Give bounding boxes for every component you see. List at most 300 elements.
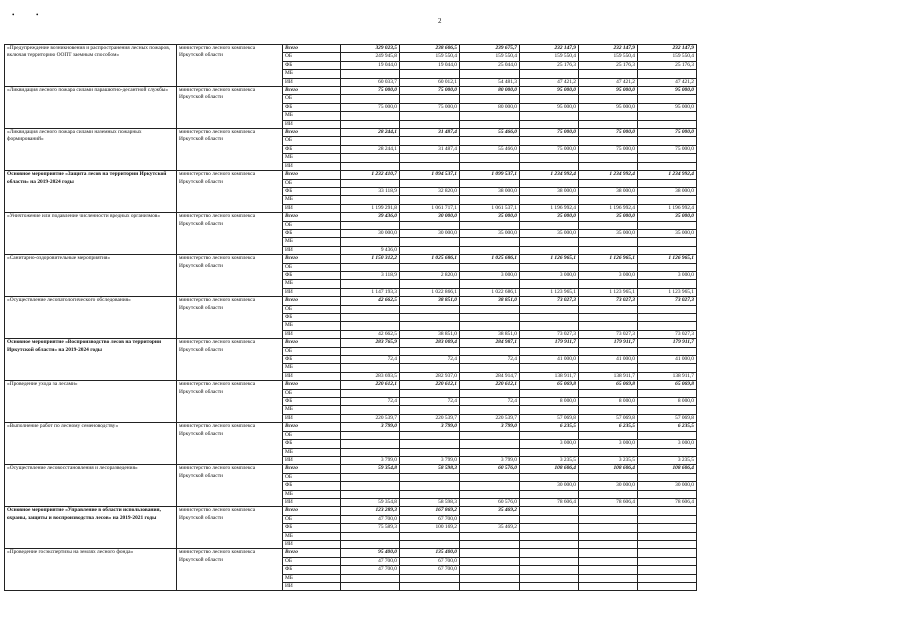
amount-cell xyxy=(520,473,579,481)
amount-cell xyxy=(638,583,697,591)
amount-cell xyxy=(341,196,400,204)
amount-cell: 138 911,7 xyxy=(638,372,697,380)
amount-cell xyxy=(579,406,638,414)
responsible-org: министерство лесного комплекса Иркутской области xyxy=(177,381,283,423)
amount-cell xyxy=(400,440,460,448)
amount-cell: 35 000,0 xyxy=(460,229,520,237)
top-mark-right: • xyxy=(36,11,39,19)
amount-cell: 1 196 992,4 xyxy=(638,204,697,212)
amount-cell: 138 911,7 xyxy=(520,372,579,380)
funding-source: МБ xyxy=(283,364,341,372)
funding-source: ОБ xyxy=(283,473,341,481)
funding-source: ФБ xyxy=(283,61,341,69)
amount-cell xyxy=(460,473,520,481)
funding-source: ОБ xyxy=(283,53,341,61)
amount-cell xyxy=(460,515,520,523)
amount-cell: 3 799,0 xyxy=(400,423,460,431)
amount-cell xyxy=(460,221,520,229)
amount-cell xyxy=(341,532,400,540)
amount-cell xyxy=(460,95,520,103)
amount-cell: 6 235,5 xyxy=(520,423,579,431)
amount-cell xyxy=(400,221,460,229)
amount-cell: 283 765,9 xyxy=(341,339,400,347)
amount-cell xyxy=(341,490,400,498)
amount-cell xyxy=(638,347,697,355)
table-row xyxy=(5,129,697,137)
amount-cell xyxy=(460,162,520,170)
table-row xyxy=(5,87,697,95)
funding-source: Всего xyxy=(283,87,341,95)
amount-cell: 95 000,0 xyxy=(579,103,638,111)
amount-cell xyxy=(520,406,579,414)
amount-cell xyxy=(341,120,400,128)
amount-cell xyxy=(579,112,638,120)
amount-cell xyxy=(400,322,460,330)
amount-cell xyxy=(341,162,400,170)
amount-cell: 8 000,0 xyxy=(520,398,579,406)
amount-cell: 238 606,5 xyxy=(400,45,460,53)
amount-cell: 179 911,7 xyxy=(579,339,638,347)
amount-cell xyxy=(579,557,638,565)
amount-cell xyxy=(460,120,520,128)
amount-cell xyxy=(638,305,697,313)
responsible-org: министерство лесного комплекса Иркутской области xyxy=(177,297,283,339)
amount-cell xyxy=(638,574,697,582)
amount-cell xyxy=(579,347,638,355)
amount-cell xyxy=(579,179,638,187)
amount-cell: 59 354,8 xyxy=(341,465,400,473)
table-row xyxy=(5,381,697,389)
amount-cell: 25 044,0 xyxy=(460,61,520,69)
amount-cell: 35 000,0 xyxy=(579,213,638,221)
funding-source: Всего xyxy=(283,213,341,221)
amount-cell: 42 662,5 xyxy=(341,297,400,305)
funding-source: ОБ xyxy=(283,305,341,313)
activity-name: «Осуществление лесовосстановления и лесоразведения» xyxy=(5,465,177,507)
amount-cell: 1 099 537,1 xyxy=(460,171,520,179)
amount-cell xyxy=(341,431,400,439)
amount-cell: 60 012,1 xyxy=(400,78,460,86)
amount-cell xyxy=(460,280,520,288)
amount-cell xyxy=(579,120,638,128)
amount-cell xyxy=(638,196,697,204)
amount-cell xyxy=(579,583,638,591)
amount-cell: 35 000,0 xyxy=(579,229,638,237)
responsible-org: министерство лесного комплекса Иркутской области xyxy=(177,339,283,381)
funding-source: МБ xyxy=(283,322,341,330)
funding-source: ОБ xyxy=(283,263,341,271)
amount-cell: 72,4 xyxy=(460,356,520,364)
funding-source: МБ xyxy=(283,532,341,540)
amount-cell xyxy=(638,263,697,271)
amount-cell: 30 000,0 xyxy=(520,482,579,490)
funding-source: МБ xyxy=(283,112,341,120)
funding-source: Всего xyxy=(283,171,341,179)
amount-cell: 25 176,3 xyxy=(638,61,697,69)
amount-cell xyxy=(579,95,638,103)
funding-source: ФБ xyxy=(283,314,341,322)
amount-cell: 60 576,0 xyxy=(460,465,520,473)
amount-cell xyxy=(638,95,697,103)
amount-cell: 8 000,0 xyxy=(638,398,697,406)
funding-source: ОБ xyxy=(283,557,341,565)
amount-cell: 72,4 xyxy=(400,398,460,406)
amount-cell xyxy=(638,314,697,322)
funding-source: ФБ xyxy=(283,356,341,364)
amount-cell: 282 937,0 xyxy=(400,372,460,380)
funding-source: ИИ xyxy=(283,414,341,422)
amount-cell xyxy=(460,482,520,490)
amount-cell xyxy=(579,540,638,548)
amount-cell xyxy=(579,574,638,582)
amount-cell: 95 000,0 xyxy=(520,103,579,111)
amount-cell: 73 027,3 xyxy=(520,297,579,305)
amount-cell: 65 069,8 xyxy=(638,381,697,389)
responsible-org: министерство лесного комплекса Иркутской области xyxy=(177,507,283,549)
amount-cell xyxy=(579,322,638,330)
amount-cell: 3 235,5 xyxy=(638,456,697,464)
amount-cell xyxy=(520,540,579,548)
amount-cell xyxy=(400,280,460,288)
amount-cell: 55 466,0 xyxy=(460,145,520,153)
funding-table xyxy=(4,44,697,591)
amount-cell xyxy=(579,70,638,78)
amount-cell xyxy=(341,263,400,271)
amount-cell: 284 987,1 xyxy=(460,339,520,347)
amount-cell: 28 244,1 xyxy=(341,129,400,137)
amount-cell xyxy=(460,154,520,162)
amount-cell xyxy=(638,238,697,246)
amount-cell xyxy=(341,440,400,448)
amount-cell: 3 000,0 xyxy=(460,271,520,279)
funding-source: Всего xyxy=(283,129,341,137)
amount-cell xyxy=(400,347,460,355)
amount-cell xyxy=(579,566,638,574)
amount-cell: 9 436,0 xyxy=(341,246,400,254)
amount-cell: 38 851,0 xyxy=(460,297,520,305)
amount-cell xyxy=(341,448,400,456)
amount-cell: 75 000,0 xyxy=(520,129,579,137)
amount-cell: 1 025 686,1 xyxy=(460,255,520,263)
amount-cell xyxy=(341,112,400,120)
amount-cell: 179 911,7 xyxy=(638,339,697,347)
responsible-org: министерство лесного комплекса Иркутской области xyxy=(177,87,283,129)
amount-cell xyxy=(638,490,697,498)
funding-source: ИИ xyxy=(283,456,341,464)
amount-cell xyxy=(520,162,579,170)
responsible-org: министерство лесного комплекса Иркутской области xyxy=(177,213,283,255)
funding-source: Всего xyxy=(283,45,341,53)
amount-cell xyxy=(460,238,520,246)
amount-cell xyxy=(579,515,638,523)
amount-cell: 232 147,9 xyxy=(520,45,579,53)
amount-cell: 75 000,0 xyxy=(520,145,579,153)
funding-source: ФБ xyxy=(283,271,341,279)
amount-cell: 108 606,4 xyxy=(520,465,579,473)
amount-cell: 283 693,5 xyxy=(341,372,400,380)
amount-cell: 3 799,0 xyxy=(460,456,520,464)
amount-cell: 75 000,0 xyxy=(341,103,400,111)
funding-source: ОБ xyxy=(283,389,341,397)
amount-cell: 73 027,3 xyxy=(579,330,638,338)
amount-cell xyxy=(400,389,460,397)
amount-cell: 38 000,0 xyxy=(579,187,638,195)
amount-cell: 31 487,4 xyxy=(400,129,460,137)
amount-cell xyxy=(520,389,579,397)
amount-cell xyxy=(638,431,697,439)
amount-cell: 100 169,2 xyxy=(400,524,460,532)
amount-cell: 35 000,0 xyxy=(638,213,697,221)
amount-cell xyxy=(638,557,697,565)
amount-cell: 72,4 xyxy=(460,398,520,406)
amount-cell xyxy=(520,238,579,246)
funding-source: ФБ xyxy=(283,229,341,237)
amount-cell: 75 000,0 xyxy=(400,87,460,95)
amount-cell xyxy=(460,583,520,591)
funding-source: ИИ xyxy=(283,498,341,506)
amount-cell xyxy=(638,507,697,515)
amount-cell xyxy=(460,314,520,322)
amount-cell: 1 022 686,1 xyxy=(460,288,520,296)
amount-cell xyxy=(400,540,460,548)
amount-cell xyxy=(579,196,638,204)
amount-cell xyxy=(400,196,460,204)
amount-cell: 329 023,5 xyxy=(341,45,400,53)
amount-cell: 72,4 xyxy=(341,398,400,406)
funding-source: МБ xyxy=(283,574,341,582)
amount-cell xyxy=(341,305,400,313)
amount-cell: 3 799,0 xyxy=(460,423,520,431)
amount-cell: 19 044,0 xyxy=(400,61,460,69)
amount-cell: 1 150 312,2 xyxy=(341,255,400,263)
amount-cell xyxy=(341,482,400,490)
amount-cell: 249 945,8 xyxy=(341,53,400,61)
amount-cell: 73 027,3 xyxy=(638,297,697,305)
amount-cell xyxy=(341,583,400,591)
amount-cell xyxy=(638,179,697,187)
amount-cell xyxy=(460,431,520,439)
funding-source: ФБ xyxy=(283,187,341,195)
amount-cell: 30 000,0 xyxy=(400,229,460,237)
amount-cell: 35 000,0 xyxy=(520,229,579,237)
amount-cell xyxy=(638,137,697,145)
amount-cell xyxy=(520,263,579,271)
amount-cell: 108 606,4 xyxy=(638,465,697,473)
amount-cell: 123 289,3 xyxy=(341,507,400,515)
amount-cell xyxy=(579,431,638,439)
amount-cell: 1 061 717,1 xyxy=(400,204,460,212)
amount-cell: 220 539,7 xyxy=(400,414,460,422)
amount-cell xyxy=(520,347,579,355)
amount-cell: 159 550,4 xyxy=(520,53,579,61)
amount-cell: 1 126 965,1 xyxy=(579,255,638,263)
amount-cell xyxy=(400,70,460,78)
funding-source: ОБ xyxy=(283,515,341,523)
funding-source: МБ xyxy=(283,196,341,204)
amount-cell xyxy=(520,70,579,78)
amount-cell: 38 000,0 xyxy=(460,187,520,195)
amount-cell xyxy=(520,490,579,498)
amount-cell: 220 539,7 xyxy=(341,414,400,422)
amount-cell: 3 799,0 xyxy=(400,456,460,464)
amount-cell: 75 000,0 xyxy=(638,129,697,137)
amount-cell xyxy=(579,246,638,254)
funding-source: ОБ xyxy=(283,179,341,187)
amount-cell xyxy=(579,532,638,540)
amount-cell xyxy=(460,364,520,372)
amount-cell: 72,4 xyxy=(400,356,460,364)
amount-cell: 159 550,4 xyxy=(400,53,460,61)
activity-name: «Уничтожение или подавление численности вредных организмов» xyxy=(5,213,177,255)
amount-cell: 95 000,0 xyxy=(638,87,697,95)
amount-cell: 1 199 291,8 xyxy=(341,204,400,212)
amount-cell: 30 000,0 xyxy=(638,482,697,490)
amount-cell: 38 000,0 xyxy=(520,187,579,195)
funding-source: Всего xyxy=(283,465,341,473)
amount-cell: 78 606,4 xyxy=(579,498,638,506)
amount-cell xyxy=(638,532,697,540)
amount-cell: 1 094 537,1 xyxy=(400,171,460,179)
responsible-org: министерство лесного комплекса Иркутской области xyxy=(177,465,283,507)
table-row xyxy=(5,171,697,179)
amount-cell: 47 700,0 xyxy=(341,515,400,523)
table-row xyxy=(5,507,697,515)
amount-cell: 47 700,0 xyxy=(341,566,400,574)
table-row xyxy=(5,255,697,263)
amount-cell: 232 147,9 xyxy=(638,45,697,53)
amount-cell: 6 235,5 xyxy=(638,423,697,431)
amount-cell xyxy=(520,137,579,145)
amount-cell: 1 126 965,1 xyxy=(520,255,579,263)
amount-cell xyxy=(638,154,697,162)
amount-cell xyxy=(400,532,460,540)
amount-cell xyxy=(638,540,697,548)
funding-source: ОБ xyxy=(283,431,341,439)
amount-cell: 42 662,5 xyxy=(341,330,400,338)
amount-cell xyxy=(638,406,697,414)
funding-source: ФБ xyxy=(283,566,341,574)
activity-name: «Ликвидация лесного пожара силами наземных пожарных формирований» xyxy=(5,129,177,171)
amount-cell: 72,4 xyxy=(341,356,400,364)
amount-cell: 75 000,0 xyxy=(400,103,460,111)
funding-source: МБ xyxy=(283,238,341,246)
amount-cell xyxy=(520,524,579,532)
funding-source: Всего xyxy=(283,423,341,431)
amount-cell xyxy=(638,246,697,254)
amount-cell: 3 235,5 xyxy=(579,456,638,464)
amount-cell xyxy=(400,238,460,246)
amount-cell xyxy=(520,431,579,439)
amount-cell: 3 118,9 xyxy=(341,271,400,279)
funding-source: МБ xyxy=(283,406,341,414)
funding-source: ОБ xyxy=(283,95,341,103)
amount-cell xyxy=(460,263,520,271)
amount-cell xyxy=(638,515,697,523)
amount-cell xyxy=(460,347,520,355)
amount-cell: 38 000,0 xyxy=(638,187,697,195)
amount-cell xyxy=(638,221,697,229)
funding-source: МБ xyxy=(283,154,341,162)
amount-cell xyxy=(460,574,520,582)
amount-cell xyxy=(400,482,460,490)
amount-cell xyxy=(520,557,579,565)
amount-cell: 60 033,7 xyxy=(341,78,400,86)
funding-source: ИИ xyxy=(283,288,341,296)
funding-source: ОБ xyxy=(283,137,341,145)
amount-cell xyxy=(460,566,520,574)
amount-cell xyxy=(520,515,579,523)
funding-source: Всего xyxy=(283,339,341,347)
amount-cell xyxy=(400,583,460,591)
amount-cell: 135 400,0 xyxy=(400,549,460,557)
table-row xyxy=(5,339,697,347)
amount-cell xyxy=(638,566,697,574)
amount-cell: 284 914,7 xyxy=(460,372,520,380)
funding-source: ФБ xyxy=(283,482,341,490)
amount-cell: 35 469,2 xyxy=(460,507,520,515)
amount-cell xyxy=(579,221,638,229)
funding-source: ФБ xyxy=(283,440,341,448)
amount-cell: 57 069,8 xyxy=(520,414,579,422)
amount-cell xyxy=(638,112,697,120)
amount-cell: 220 612,1 xyxy=(460,381,520,389)
activity-name: Основное мероприятие «Управление в области использования, охраны, защиты и воспроизводства лесов» на 2019-2021 годы xyxy=(5,507,177,549)
amount-cell xyxy=(341,179,400,187)
amount-cell: 1 022 866,1 xyxy=(400,288,460,296)
amount-cell xyxy=(520,507,579,515)
amount-cell: 1 123 965,1 xyxy=(579,288,638,296)
amount-cell: 3 000,0 xyxy=(520,271,579,279)
funding-source: МБ xyxy=(283,70,341,78)
amount-cell: 41 000,0 xyxy=(520,356,579,364)
amount-cell: 30 000,0 xyxy=(341,229,400,237)
table-row xyxy=(5,423,697,431)
amount-cell xyxy=(400,95,460,103)
amount-cell xyxy=(579,524,638,532)
amount-cell xyxy=(520,448,579,456)
amount-cell: 283 009,4 xyxy=(400,339,460,347)
amount-cell xyxy=(520,583,579,591)
amount-cell xyxy=(460,540,520,548)
amount-cell xyxy=(579,490,638,498)
amount-cell: 35 000,0 xyxy=(460,213,520,221)
amount-cell: 19 044,0 xyxy=(341,61,400,69)
amount-cell: 159 550,4 xyxy=(579,53,638,61)
amount-cell xyxy=(520,196,579,204)
amount-cell: 1 123 965,1 xyxy=(638,288,697,296)
amount-cell xyxy=(400,137,460,145)
amount-cell: 220 612,1 xyxy=(400,381,460,389)
amount-cell: 8 000,0 xyxy=(579,398,638,406)
activity-name: «Осуществление лесопатологического обследования» xyxy=(5,297,177,339)
amount-cell xyxy=(341,322,400,330)
amount-cell: 67 700,0 xyxy=(400,566,460,574)
amount-cell xyxy=(520,112,579,120)
amount-cell xyxy=(341,347,400,355)
amount-cell: 220 612,1 xyxy=(341,381,400,389)
amount-cell: 73 027,3 xyxy=(520,330,579,338)
amount-cell: 6 235,5 xyxy=(579,423,638,431)
amount-cell: 3 000,0 xyxy=(638,440,697,448)
amount-cell: 95 000,0 xyxy=(520,87,579,95)
amount-cell xyxy=(400,305,460,313)
amount-cell xyxy=(400,120,460,128)
activity-name: «Проведение госэкспертизы на землях лесного фонда» xyxy=(5,549,177,591)
amount-cell: 167 869,2 xyxy=(400,507,460,515)
funding-source: ИИ xyxy=(283,246,341,254)
amount-cell: 220 539,7 xyxy=(460,414,520,422)
amount-cell xyxy=(400,154,460,162)
